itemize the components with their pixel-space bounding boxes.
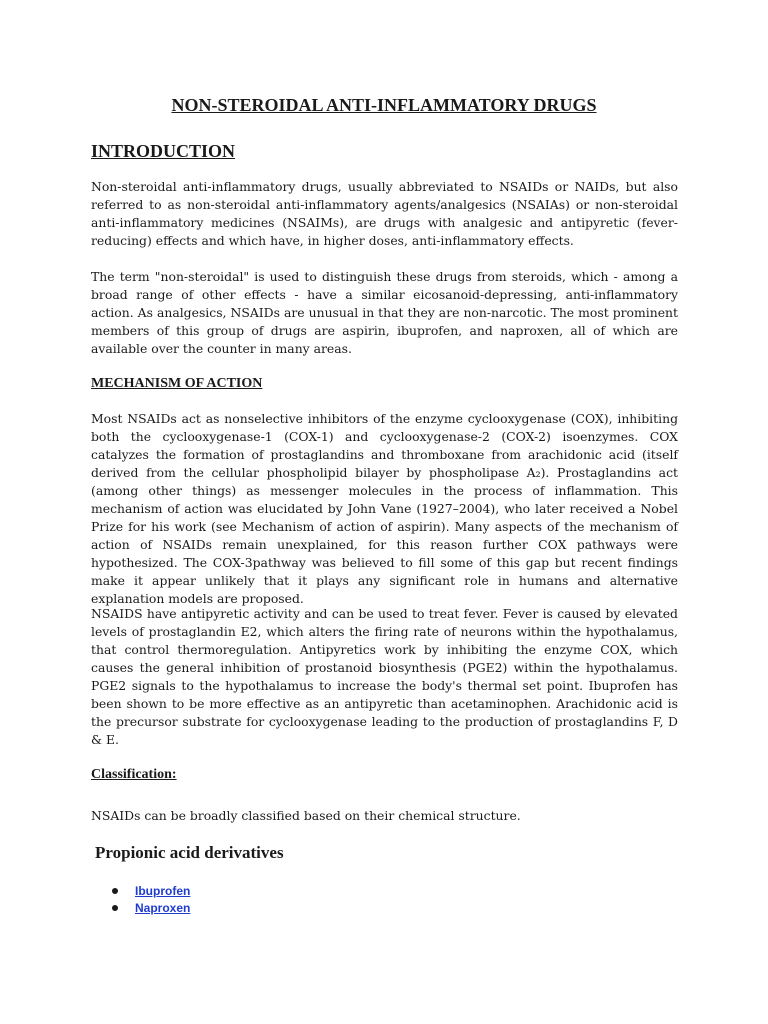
mechanism-paragraph-1: Most NSAIDs act as nonselective inhibitors of the enzyme cyclooxygenase (COX), inhibiting both the cyclooxygenase-1 (COX-1) and cyclooxygenase-2 (COX-2) isoenzymes. COX catalyzes the formation of prostaglandins and thromboxane from arachidonic acid (itself derived from the cellular phospholipid bilayer by phospholipase A₂). Prostaglandins act (among other things) as messenger molecules in the process of inflammation. This mechanism of action was elucidated by John Vane (1927–2004), who later received a Nobel Prize for his work (see Mechanism of action of aspirin). Many aspects of the mechanism of action of NSAIDs remain unexplained, for this reason further COX pathways were hypothesized. The COX-3pathway was believed to fill some of this gap but recent findings make it appear unlikely that it plays any significant role in humans and alternative explanation models are proposed. — [91, 411, 678, 606]
drug-link-list — [112, 882, 190, 916]
bullet-icon — [112, 888, 118, 894]
mechanism-heading: MECHANISM OF ACTION — [91, 376, 263, 391]
propionic-acid-heading: Propionic acid derivatives — [95, 843, 284, 862]
introduction-paragraph-2: The term "non-steroidal" is used to distinguish these drugs from steroids, which - among a broad range of other effects - have a similar eicosanoid-depressing, anti-inflammatory action. As analgesics, NSAIDs are unusual in that they are non-narcotic. The most prominent members of this group of drugs are aspirin, ibuprofen, and naproxen, all of which are available over the counter in many areas. — [91, 269, 678, 356]
page-title: NON-STEROIDAL ANTI-INFLAMMATORY DRUGS — [171, 95, 597, 115]
mechanism-paragraph-2: NSAIDS have antipyretic activity and can be used to treat fever. Fever is caused by elevated levels of prostaglandin E2, which alters the firing rate of neurons within the hypothalamus, that control thermoregulation. Antipyretics work by inhibiting the enzyme COX, which causes the general inhibition of prostanoid biosynthesis (PGE2) within the hypothalamus. PGE2 signals to the hypothalamus to increase the body's thermal set point. Ibuprofen has been shown to be more effective as an antipyretic than acetaminophen. Arachidonic acid is the precursor substrate for cyclooxygenase leading to the production of prostaglandins F, D & E. — [91, 606, 678, 747]
ibuprofen-link[interactable]: Ibuprofen — [135, 883, 191, 898]
classification-note: NSAIDs can be broadly classified based on their chemical structure. — [91, 808, 521, 823]
bullet-icon — [112, 905, 118, 911]
introduction-heading: INTRODUCTION — [91, 141, 236, 161]
list-item — [112, 899, 190, 916]
classification-heading: Classification: — [91, 767, 177, 782]
introduction-paragraph-1: Non-steroidal anti-inflammatory drugs, usually abbreviated to NSAIDs or NAIDs, but also referred to as non-steroidal anti-inflammatory agents/analgesics (NSAIAs) or non-steroidal anti-inflammatory medicines (NSAIMs), are drugs with analgesic and antipyretic (fever-reducing) effects and which have, in higher doses, anti-inflammatory effects. — [91, 179, 678, 248]
naproxen-link[interactable]: Naproxen — [135, 900, 191, 915]
list-item — [112, 882, 190, 899]
